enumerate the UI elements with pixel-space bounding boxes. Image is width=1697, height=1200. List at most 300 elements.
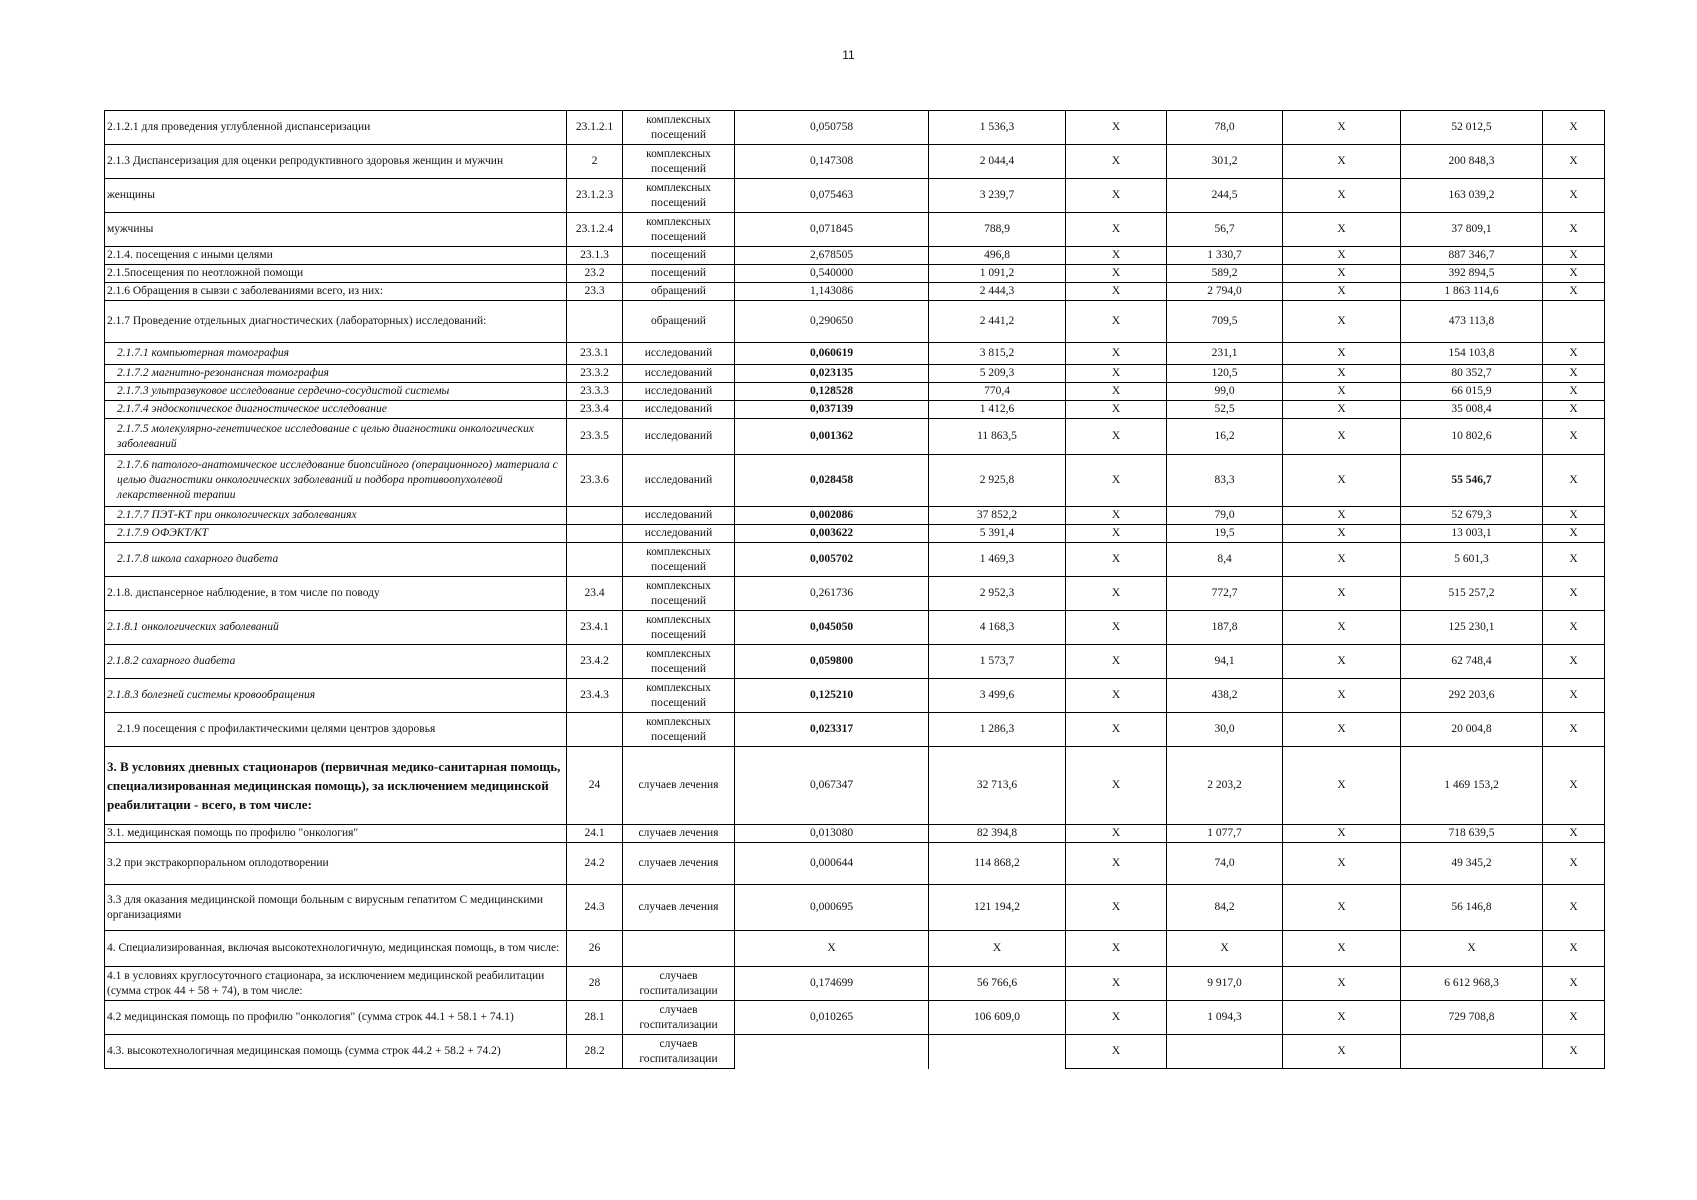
table-row bbox=[105, 247, 1605, 265]
cell-norm: 0,002086 bbox=[735, 507, 929, 525]
cell-norm: 0,005702 bbox=[735, 543, 929, 577]
cell-name: 4.3. высокотехнологичная медицинская помощь (сумма строк 44.2 + 58.2 + 74.2) bbox=[105, 1035, 567, 1069]
cell-cost: 3 815,2 bbox=[929, 343, 1066, 365]
cell-norm: 0,003622 bbox=[735, 525, 929, 543]
table-row bbox=[105, 931, 1605, 967]
cell-cost: 496,8 bbox=[929, 247, 1066, 265]
cell-code: 28.2 bbox=[567, 1035, 623, 1069]
cell-cost: 2 441,2 bbox=[929, 301, 1066, 343]
cell-c8: X bbox=[1283, 713, 1401, 747]
cell-name: 2.1.8.1 онкологических заболеваний bbox=[105, 611, 567, 645]
cell-code: 24 bbox=[567, 747, 623, 825]
cell-c6: X bbox=[1066, 525, 1167, 543]
page-number: 11 bbox=[842, 48, 855, 62]
table-row bbox=[105, 747, 1605, 825]
cell-c8: X bbox=[1283, 931, 1401, 967]
cell-code bbox=[567, 301, 623, 343]
cell-c10: X bbox=[1543, 885, 1605, 931]
cell-unit: исследований bbox=[623, 507, 735, 525]
cell-unit: исследований bbox=[623, 343, 735, 365]
cell-c6: X bbox=[1066, 383, 1167, 401]
cell-c7: 74,0 bbox=[1167, 843, 1283, 885]
cell-c9: 52 012,5 bbox=[1401, 111, 1543, 145]
cell-c9: 10 802,6 bbox=[1401, 419, 1543, 455]
cell-c10: X bbox=[1543, 247, 1605, 265]
table-row bbox=[105, 825, 1605, 843]
cell-c8: X bbox=[1283, 747, 1401, 825]
cell-unit: исследований bbox=[623, 401, 735, 419]
cell-unit: комплексных посещений bbox=[623, 713, 735, 747]
cell-norm: 0,075463 bbox=[735, 179, 929, 213]
cell-norm: 0,125210 bbox=[735, 679, 929, 713]
cell-name: 2.1.9 посещения с профилактическими целями центров здоровья bbox=[105, 713, 567, 747]
cell-c7: 30,0 bbox=[1167, 713, 1283, 747]
cell-c10: X bbox=[1543, 383, 1605, 401]
cell-c7: 438,2 bbox=[1167, 679, 1283, 713]
cell-c6: X bbox=[1066, 679, 1167, 713]
cell-c10: X bbox=[1543, 713, 1605, 747]
cell-name: 2.1.4. посещения с иными целями bbox=[105, 247, 567, 265]
cell-cost: 1 286,3 bbox=[929, 713, 1066, 747]
cell-code: 23.3.6 bbox=[567, 455, 623, 507]
cell-c7: 589,2 bbox=[1167, 265, 1283, 283]
cell-c7: 16,2 bbox=[1167, 419, 1283, 455]
cell-c8: X bbox=[1283, 247, 1401, 265]
cell-c8: X bbox=[1283, 283, 1401, 301]
cell-name: 2.1.7 Проведение отдельных диагностических (лабораторных) исследований: bbox=[105, 301, 567, 343]
cell-c7: 84,2 bbox=[1167, 885, 1283, 931]
cell-code: 23.4.2 bbox=[567, 645, 623, 679]
cell-c10: X bbox=[1543, 401, 1605, 419]
cell-name: женщины bbox=[105, 179, 567, 213]
cell-norm: 0,174699 bbox=[735, 967, 929, 1001]
cell-norm: 0,540000 bbox=[735, 265, 929, 283]
cell-norm: 0,071845 bbox=[735, 213, 929, 247]
cell-c8: X bbox=[1283, 265, 1401, 283]
cell-cost: 82 394,8 bbox=[929, 825, 1066, 843]
cell-c9: 1 469 153,2 bbox=[1401, 747, 1543, 825]
cell-code: 24.3 bbox=[567, 885, 623, 931]
cell-c6: X bbox=[1066, 1035, 1167, 1069]
cell-name: 2.1.7.9 ОФЭКТ/КТ bbox=[105, 525, 567, 543]
cell-c8: X bbox=[1283, 645, 1401, 679]
cell-c7: 99,0 bbox=[1167, 383, 1283, 401]
cell-c10: X bbox=[1543, 645, 1605, 679]
cell-c6: X bbox=[1066, 577, 1167, 611]
cell-c8: X bbox=[1283, 507, 1401, 525]
cell-name: 2.1.3 Диспансеризация для оценки репродуктивного здоровья женщин и мужчин bbox=[105, 145, 567, 179]
cell-code: 23.1.2.4 bbox=[567, 213, 623, 247]
cell-c8: X bbox=[1283, 111, 1401, 145]
cell-unit: случаев лечения bbox=[623, 747, 735, 825]
cell-cost: 1 091,2 bbox=[929, 265, 1066, 283]
cell-name: 2.1.8. диспансерное наблюдение, в том числе по поводу bbox=[105, 577, 567, 611]
cell-c8: X bbox=[1283, 343, 1401, 365]
cell-c7: 56,7 bbox=[1167, 213, 1283, 247]
cell-name: 2.1.5посещения по неотложной помощи bbox=[105, 265, 567, 283]
cell-unit: случаев госпитализации bbox=[623, 1035, 735, 1069]
cell-c8: X bbox=[1283, 1035, 1401, 1069]
cell-code: 23.3.2 bbox=[567, 365, 623, 383]
cell-code bbox=[567, 543, 623, 577]
cell-c6: X bbox=[1066, 365, 1167, 383]
cell-norm: 0,050758 bbox=[735, 111, 929, 145]
cell-c8: X bbox=[1283, 885, 1401, 931]
cell-name: 3.3 для оказания медицинской помощи больным с вирусным гепатитом С медицинскими организациями bbox=[105, 885, 567, 931]
cell-c6: X bbox=[1066, 419, 1167, 455]
cell-norm: 0,001362 bbox=[735, 419, 929, 455]
cell-c6: X bbox=[1066, 931, 1167, 967]
cell-name: 3.1. медицинская помощь по профилю "онкология" bbox=[105, 825, 567, 843]
cell-c7: 120,5 bbox=[1167, 365, 1283, 383]
cell-c6: X bbox=[1066, 843, 1167, 885]
cell-unit: исследований bbox=[623, 455, 735, 507]
cell-c8: X bbox=[1283, 611, 1401, 645]
cell-cost: 106 609,0 bbox=[929, 1001, 1066, 1035]
cell-code: 26 bbox=[567, 931, 623, 967]
cell-c9: 392 894,5 bbox=[1401, 265, 1543, 283]
cell-c9: 66 015,9 bbox=[1401, 383, 1543, 401]
cell-c6: X bbox=[1066, 543, 1167, 577]
cell-name: 2.1.7.2 магнитно-резонансная томография bbox=[105, 365, 567, 383]
cell-c7: 78,0 bbox=[1167, 111, 1283, 145]
cell-c7 bbox=[1167, 1035, 1283, 1069]
cell-c9: 154 103,8 bbox=[1401, 343, 1543, 365]
table-row bbox=[105, 645, 1605, 679]
cell-c10: X bbox=[1543, 577, 1605, 611]
cell-c9: 1 863 114,6 bbox=[1401, 283, 1543, 301]
cell-cost: 32 713,6 bbox=[929, 747, 1066, 825]
cell-name: 2.1.2.1 для проведения углубленной диспансеризации bbox=[105, 111, 567, 145]
cell-c9: 13 003,1 bbox=[1401, 525, 1543, 543]
cell-c7: 52,5 bbox=[1167, 401, 1283, 419]
cell-c6: X bbox=[1066, 1001, 1167, 1035]
cell-c6: X bbox=[1066, 283, 1167, 301]
cell-cost: 3 239,7 bbox=[929, 179, 1066, 213]
table-row bbox=[105, 383, 1605, 401]
cell-code: 23.3.4 bbox=[567, 401, 623, 419]
table-row bbox=[105, 525, 1605, 543]
cell-name: 4.2 медицинская помощь по профилю "онкология" (сумма строк 44.1 + 58.1 + 74.1) bbox=[105, 1001, 567, 1035]
cell-c10: X bbox=[1543, 213, 1605, 247]
cell-c10: X bbox=[1543, 1035, 1605, 1069]
table-row bbox=[105, 507, 1605, 525]
cell-c9: 62 748,4 bbox=[1401, 645, 1543, 679]
cell-unit: исследований bbox=[623, 525, 735, 543]
table-row bbox=[105, 679, 1605, 713]
cell-c6: X bbox=[1066, 247, 1167, 265]
cell-norm: 0,023317 bbox=[735, 713, 929, 747]
cell-unit: исследований bbox=[623, 383, 735, 401]
cell-c6: X bbox=[1066, 885, 1167, 931]
cell-code: 23.4.3 bbox=[567, 679, 623, 713]
cell-c10: X bbox=[1543, 843, 1605, 885]
cell-c8: X bbox=[1283, 843, 1401, 885]
cell-name: 2.1.7.8 школа сахарного диабета bbox=[105, 543, 567, 577]
cell-c7: 1 077,7 bbox=[1167, 825, 1283, 843]
cell-c9: 125 230,1 bbox=[1401, 611, 1543, 645]
cell-code: 28 bbox=[567, 967, 623, 1001]
cell-norm: 2,678505 bbox=[735, 247, 929, 265]
cell-code: 28.1 bbox=[567, 1001, 623, 1035]
cell-c8: X bbox=[1283, 179, 1401, 213]
cell-c10 bbox=[1543, 301, 1605, 343]
table-row bbox=[105, 343, 1605, 365]
cell-c9: 163 039,2 bbox=[1401, 179, 1543, 213]
cell-c9: 20 004,8 bbox=[1401, 713, 1543, 747]
table-row bbox=[105, 213, 1605, 247]
cell-norm: 0,037139 bbox=[735, 401, 929, 419]
cell-c9: 887 346,7 bbox=[1401, 247, 1543, 265]
cell-cost: 5 209,3 bbox=[929, 365, 1066, 383]
cell-code: 23.3.3 bbox=[567, 383, 623, 401]
cell-cost: 56 766,6 bbox=[929, 967, 1066, 1001]
cell-name: 2.1.7.3 ультразвуковое исследование сердечно-сосудистой системы bbox=[105, 383, 567, 401]
cell-c7: 79,0 bbox=[1167, 507, 1283, 525]
cell-unit: случаев лечения bbox=[623, 843, 735, 885]
cell-name: 3.2 при экстракорпоральном оплодотворении bbox=[105, 843, 567, 885]
cell-norm: 0,059800 bbox=[735, 645, 929, 679]
cell-unit: обращений bbox=[623, 283, 735, 301]
cell-norm: 0,261736 bbox=[735, 577, 929, 611]
cell-unit: комплексных посещений bbox=[623, 111, 735, 145]
cell-c6: X bbox=[1066, 747, 1167, 825]
cell-code: 23.4.1 bbox=[567, 611, 623, 645]
cell-c9: 35 008,4 bbox=[1401, 401, 1543, 419]
cell-cost: 2 925,8 bbox=[929, 455, 1066, 507]
cell-name: 2.1.7.6 патолого-анатомическое исследование биопсийного (операционного) материала с целью диагностики онкологических заболеваний и подбора противоопухолевой лекарственной терапии bbox=[105, 455, 567, 507]
cell-code: 23.3.5 bbox=[567, 419, 623, 455]
cell-c7: 9 917,0 bbox=[1167, 967, 1283, 1001]
table-row bbox=[105, 145, 1605, 179]
cell-norm: 0,128528 bbox=[735, 383, 929, 401]
cell-name: 2.1.7.4 эндоскопическое диагностическое исследование bbox=[105, 401, 567, 419]
cell-c10: X bbox=[1543, 679, 1605, 713]
cell-unit: случаев лечения bbox=[623, 825, 735, 843]
cell-c7: 772,7 bbox=[1167, 577, 1283, 611]
cell-cost: 5 391,4 bbox=[929, 525, 1066, 543]
table-row bbox=[105, 365, 1605, 383]
cell-c6: X bbox=[1066, 265, 1167, 283]
cell-name: 2.1.7.5 молекулярно-генетическое исследование с целью диагностики онкологических заболеваний bbox=[105, 419, 567, 455]
cell-c9: 200 848,3 bbox=[1401, 145, 1543, 179]
table-row bbox=[105, 419, 1605, 455]
cell-code: 23.1.3 bbox=[567, 247, 623, 265]
cell-c7: 1 330,7 bbox=[1167, 247, 1283, 265]
cell-norm: 0,013080 bbox=[735, 825, 929, 843]
cell-cost: 3 499,6 bbox=[929, 679, 1066, 713]
cell-unit: комплексных посещений bbox=[623, 645, 735, 679]
cell-unit: комплексных посещений bbox=[623, 213, 735, 247]
cell-unit: посещений bbox=[623, 265, 735, 283]
cell-c10: X bbox=[1543, 507, 1605, 525]
cell-unit: случаев госпитализации bbox=[623, 967, 735, 1001]
cell-c10: X bbox=[1543, 283, 1605, 301]
cell-c8: X bbox=[1283, 455, 1401, 507]
cell-code: 24.1 bbox=[567, 825, 623, 843]
cell-name: мужчины bbox=[105, 213, 567, 247]
cell-unit: комплексных посещений bbox=[623, 611, 735, 645]
cell-c6: X bbox=[1066, 179, 1167, 213]
cell-unit: комплексных посещений bbox=[623, 543, 735, 577]
cell-c8: X bbox=[1283, 543, 1401, 577]
cell-cost: 11 863,5 bbox=[929, 419, 1066, 455]
cell-norm: 0,290650 bbox=[735, 301, 929, 343]
cell-c7: 94,1 bbox=[1167, 645, 1283, 679]
cell-cost: 4 168,3 bbox=[929, 611, 1066, 645]
cell-c8: X bbox=[1283, 383, 1401, 401]
cell-c7: 83,3 bbox=[1167, 455, 1283, 507]
cell-norm: 0,147308 bbox=[735, 145, 929, 179]
cell-cost: 770,4 bbox=[929, 383, 1066, 401]
cell-c9: 718 639,5 bbox=[1401, 825, 1543, 843]
cell-c6: X bbox=[1066, 825, 1167, 843]
cell-unit bbox=[623, 931, 735, 967]
cell-norm bbox=[735, 1035, 929, 1069]
cell-code bbox=[567, 525, 623, 543]
cell-norm: 0,000695 bbox=[735, 885, 929, 931]
cell-c6: X bbox=[1066, 401, 1167, 419]
cell-c9: 37 809,1 bbox=[1401, 213, 1543, 247]
cell-c10: X bbox=[1543, 365, 1605, 383]
cell-code: 2 bbox=[567, 145, 623, 179]
table-row bbox=[105, 611, 1605, 645]
table-row bbox=[105, 543, 1605, 577]
cell-cost: 2 952,3 bbox=[929, 577, 1066, 611]
cell-c6: X bbox=[1066, 713, 1167, 747]
cell-c6: X bbox=[1066, 507, 1167, 525]
cell-c8: X bbox=[1283, 419, 1401, 455]
cell-unit: исследований bbox=[623, 419, 735, 455]
cell-c8: X bbox=[1283, 1001, 1401, 1035]
table-row bbox=[105, 1001, 1605, 1035]
cell-c7: 2 203,2 bbox=[1167, 747, 1283, 825]
cell-code: 23.4 bbox=[567, 577, 623, 611]
cell-c7: 1 094,3 bbox=[1167, 1001, 1283, 1035]
cell-c9: 80 352,7 bbox=[1401, 365, 1543, 383]
cell-cost: 2 044,4 bbox=[929, 145, 1066, 179]
cell-cost: 788,9 bbox=[929, 213, 1066, 247]
cell-c10: X bbox=[1543, 747, 1605, 825]
cell-c10: X bbox=[1543, 111, 1605, 145]
table-row bbox=[105, 401, 1605, 419]
cell-name: 2.1.8.2 сахарного диабета bbox=[105, 645, 567, 679]
cell-c10: X bbox=[1543, 419, 1605, 455]
cell-c6: X bbox=[1066, 343, 1167, 365]
cell-c9: 56 146,8 bbox=[1401, 885, 1543, 931]
cell-norm: 0,000644 bbox=[735, 843, 929, 885]
cell-c7: 2 794,0 bbox=[1167, 283, 1283, 301]
cell-code: 23.1.2.1 bbox=[567, 111, 623, 145]
cell-code: 23.3.1 bbox=[567, 343, 623, 365]
cell-unit: случаев госпитализации bbox=[623, 1001, 735, 1035]
cell-name: 3. В условиях дневных стационаров (первичная медико-санитарная помощь, специализированная медицинская помощь), за исключением медицинской реабилитации - всего, в том числе: bbox=[105, 747, 567, 825]
cell-name: 4. Специализированная, включая высокотехнологичную, медицинская помощь, в том числе: bbox=[105, 931, 567, 967]
cell-c6: X bbox=[1066, 111, 1167, 145]
cell-c9: X bbox=[1401, 931, 1543, 967]
cell-norm: 0,045050 bbox=[735, 611, 929, 645]
cell-c7: 244,5 bbox=[1167, 179, 1283, 213]
cell-code bbox=[567, 713, 623, 747]
cell-unit: комплексных посещений bbox=[623, 679, 735, 713]
table-row bbox=[105, 265, 1605, 283]
cell-c8: X bbox=[1283, 525, 1401, 543]
cell-name: 4.1 в условиях круглосуточного стационара, за исключением медицинской реабилитации (сумма строк 44 + 58 + 74), в том числе: bbox=[105, 967, 567, 1001]
cell-c10: X bbox=[1543, 455, 1605, 507]
cell-unit: посещений bbox=[623, 247, 735, 265]
cell-unit: обращений bbox=[623, 301, 735, 343]
cell-cost: 2 444,3 bbox=[929, 283, 1066, 301]
cell-c10: X bbox=[1543, 825, 1605, 843]
cell-unit: комплексных посещений bbox=[623, 179, 735, 213]
table-row bbox=[105, 967, 1605, 1001]
cell-code: 23.3 bbox=[567, 283, 623, 301]
cell-c9: 55 546,7 bbox=[1401, 455, 1543, 507]
cell-c9: 729 708,8 bbox=[1401, 1001, 1543, 1035]
cell-c8: X bbox=[1283, 213, 1401, 247]
cell-c8: X bbox=[1283, 679, 1401, 713]
cell-cost: 1 412,6 bbox=[929, 401, 1066, 419]
cell-code bbox=[567, 507, 623, 525]
cell-cost: 1 573,7 bbox=[929, 645, 1066, 679]
cell-unit: комплексных посещений bbox=[623, 145, 735, 179]
cell-c10: X bbox=[1543, 179, 1605, 213]
cell-cost: 1 469,3 bbox=[929, 543, 1066, 577]
table-row bbox=[105, 455, 1605, 507]
cell-c9: 473 113,8 bbox=[1401, 301, 1543, 343]
cell-c6: X bbox=[1066, 213, 1167, 247]
cell-c8: X bbox=[1283, 825, 1401, 843]
cell-c10: X bbox=[1543, 343, 1605, 365]
cell-c7: 709,5 bbox=[1167, 301, 1283, 343]
cell-c8: X bbox=[1283, 301, 1401, 343]
cell-c9: 49 345,2 bbox=[1401, 843, 1543, 885]
cell-c8: X bbox=[1283, 365, 1401, 383]
cell-code: 24.2 bbox=[567, 843, 623, 885]
table-row bbox=[105, 283, 1605, 301]
cell-norm: 1,143086 bbox=[735, 283, 929, 301]
cell-c10: X bbox=[1543, 525, 1605, 543]
cell-norm: 0,023135 bbox=[735, 365, 929, 383]
cell-name: 2.1.7.7 ПЭТ-КТ при онкологических заболеваниях bbox=[105, 507, 567, 525]
cell-c10: X bbox=[1543, 1001, 1605, 1035]
cell-c9: 6 612 968,3 bbox=[1401, 967, 1543, 1001]
cell-norm: 0,060619 bbox=[735, 343, 929, 365]
cell-unit: исследований bbox=[623, 365, 735, 383]
table-row bbox=[105, 111, 1605, 145]
table-row bbox=[105, 713, 1605, 747]
cell-name: 2.1.7.1 компьютерная томография bbox=[105, 343, 567, 365]
cell-c6: X bbox=[1066, 967, 1167, 1001]
cell-c7: 187,8 bbox=[1167, 611, 1283, 645]
cell-cost: 1 536,3 bbox=[929, 111, 1066, 145]
cell-c8: X bbox=[1283, 401, 1401, 419]
cell-c10: X bbox=[1543, 611, 1605, 645]
cell-c8: X bbox=[1283, 577, 1401, 611]
table-row bbox=[105, 179, 1605, 213]
cell-code: 23.2 bbox=[567, 265, 623, 283]
cell-cost: X bbox=[929, 931, 1066, 967]
table-row bbox=[105, 885, 1605, 931]
cell-c9: 52 679,3 bbox=[1401, 507, 1543, 525]
cell-norm: 0,067347 bbox=[735, 747, 929, 825]
cell-c6: X bbox=[1066, 145, 1167, 179]
cell-code: 23.1.2.3 bbox=[567, 179, 623, 213]
cell-c6: X bbox=[1066, 455, 1167, 507]
cell-c6: X bbox=[1066, 645, 1167, 679]
cell-c7: 19,5 bbox=[1167, 525, 1283, 543]
cell-name: 2.1.6 Обращения в сывзи с заболеваниями всего, из них: bbox=[105, 283, 567, 301]
